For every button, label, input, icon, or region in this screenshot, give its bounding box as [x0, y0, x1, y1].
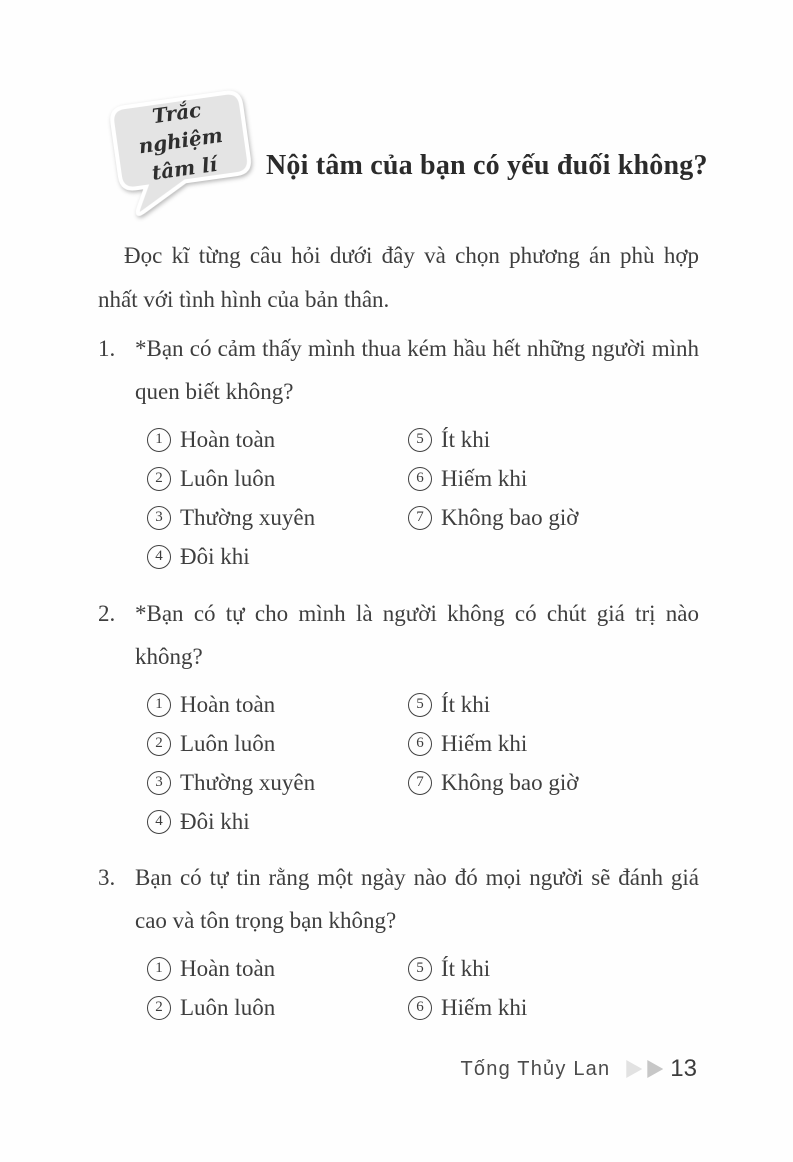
circled-number-icon: 2	[147, 467, 171, 491]
psych-quiz-badge	[92, 84, 266, 233]
page-footer	[461, 1056, 697, 1082]
question-3-options	[98, 949, 699, 1027]
option-item	[408, 459, 578, 498]
option-item	[147, 763, 408, 802]
option-item	[408, 420, 578, 459]
question-3-number: 3.	[98, 865, 116, 890]
option-label: Không bao giờ	[441, 504, 579, 530]
circled-number-icon: 7	[408, 506, 432, 530]
circled-number-icon: 6	[408, 732, 432, 756]
circled-number-icon: 1	[147, 428, 171, 452]
option-label: Thường xuyên	[180, 504, 316, 530]
circled-number-icon: 6	[408, 996, 432, 1020]
badge-line-1: Trắc nghiệm	[137, 97, 225, 159]
circled-number-icon: 5	[408, 693, 432, 717]
option-label: Luôn luôn	[180, 994, 276, 1020]
option-label: Hoàn toàn	[180, 955, 276, 981]
option-item	[147, 537, 408, 576]
question-2-number: 2.	[98, 601, 116, 626]
triangle-icon	[647, 1060, 663, 1078]
circled-number-icon: 4	[147, 810, 171, 834]
question-3-text: Bạn có tự tin rằng một ngày nào đó mọi người sẽ đánh giá cao và tôn trọng bạn không?	[135, 865, 699, 933]
options-left-column	[147, 420, 408, 576]
question-1-options	[98, 420, 699, 576]
circled-number-icon: 3	[147, 771, 171, 795]
option-item	[408, 763, 578, 802]
circled-number-icon: 2	[147, 732, 171, 756]
option-label: Luôn luôn	[180, 730, 276, 756]
option-item	[147, 802, 408, 841]
option-label: Hiếm khi	[441, 465, 528, 491]
option-item	[147, 498, 408, 537]
option-item	[147, 949, 408, 988]
option-item	[408, 685, 578, 724]
option-label: Ít khi	[441, 426, 491, 452]
question-3	[98, 856, 699, 1027]
circled-number-icon: 1	[147, 957, 171, 981]
circled-number-icon: 2	[147, 996, 171, 1020]
circled-number-icon: 5	[408, 957, 432, 981]
option-label: Đôi khi	[180, 808, 250, 834]
options-right-column	[408, 420, 578, 576]
question-1-number: 1.	[98, 336, 116, 361]
option-item	[408, 988, 527, 1027]
question-1	[98, 327, 699, 576]
option-label: Luôn luôn	[180, 465, 276, 491]
circled-number-icon: 5	[408, 428, 432, 452]
option-item	[147, 685, 408, 724]
page-title: Nội tâm của bạn có yếu đuối không?	[266, 150, 708, 181]
option-label: Hiếm khi	[441, 994, 528, 1020]
circled-number-icon: 7	[408, 771, 432, 795]
option-item	[408, 949, 527, 988]
option-label: Hoàn toàn	[180, 691, 276, 717]
page-number: 13	[670, 1055, 697, 1082]
option-label: Hoàn toàn	[180, 426, 276, 452]
circled-number-icon: 4	[147, 545, 171, 569]
option-label: Ít khi	[441, 691, 491, 717]
option-item	[147, 988, 408, 1027]
option-item	[147, 420, 408, 459]
option-label: Đôi khi	[180, 543, 250, 569]
question-2-head	[98, 592, 699, 678]
option-label: Ít khi	[441, 955, 491, 981]
option-item	[147, 459, 408, 498]
options-right-column	[408, 685, 578, 841]
options-left-column	[147, 949, 408, 1027]
question-1-text: *Bạn có cảm thấy mình thua kém hầu hết những người mình quen biết không?	[135, 336, 699, 404]
options-left-column	[147, 685, 408, 841]
question-2-options	[98, 685, 699, 841]
question-3-head	[98, 856, 699, 942]
option-label: Không bao giờ	[441, 769, 579, 795]
circled-number-icon: 1	[147, 693, 171, 717]
option-label: Thường xuyên	[180, 769, 316, 795]
option-item	[408, 724, 578, 763]
intro-paragraph: Đọc kĩ từng câu hỏi dưới đây và chọn phương án phù hợp nhất với tình hình của bản thân.	[98, 243, 699, 312]
circled-number-icon: 6	[408, 467, 432, 491]
question-2-text: *Bạn có tự cho mình là người không có chút giá trị nào không?	[135, 601, 699, 669]
option-item	[408, 498, 578, 537]
question-2	[98, 592, 699, 841]
option-label: Hiếm khi	[441, 730, 528, 756]
author-name: Tống Thủy Lan	[460, 1057, 611, 1080]
question-1-head	[98, 327, 699, 413]
badge-line-2: tâm lí	[150, 151, 219, 185]
option-item	[147, 724, 408, 763]
triangle-icon	[626, 1060, 642, 1078]
options-right-column	[408, 949, 527, 1027]
circled-number-icon: 3	[147, 506, 171, 530]
